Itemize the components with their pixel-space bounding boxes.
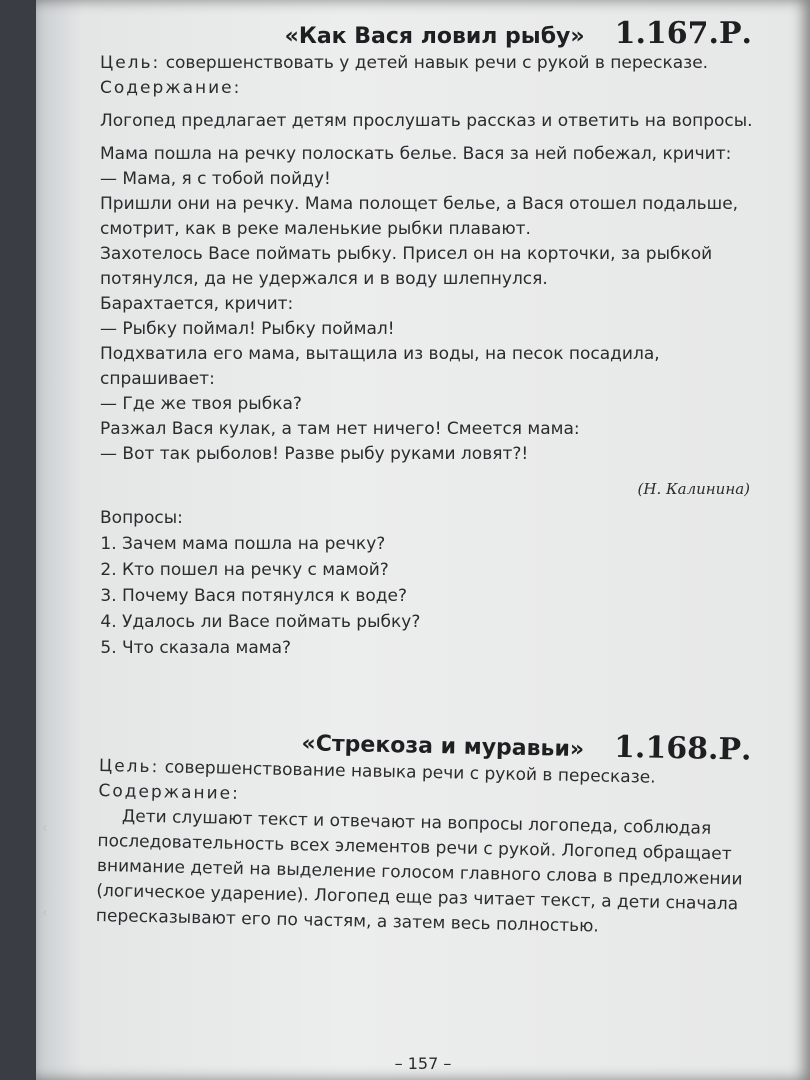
question-item: 1. Зачем мама пошла на речку? xyxy=(122,531,760,557)
page-content xyxy=(95,16,760,937)
exercise-number: 1.168.Р. xyxy=(613,729,752,768)
dialogue-line: — Мама, я с тобой пойду! xyxy=(100,169,331,189)
content-label: Содержание: xyxy=(98,780,241,804)
question-item: 5. Что сказала мама? xyxy=(122,635,760,661)
paragraph: Пришли они на речку. Мама полощет белье, а Вася отошел подальше, смотрит, как в реке маленькие рыбки плавают. xyxy=(100,194,739,239)
paragraph: Захотелось Васе поймать рыбку. Присел он на корточки, за рыбкой потянулся, да не удержался и в воду шлепнулся. xyxy=(100,244,713,289)
question-item: 4. Удалось ли Васе поймать рыбку? xyxy=(122,609,760,635)
page-number: – 157 – xyxy=(394,1054,452,1073)
book-page xyxy=(36,0,810,1080)
page-edge-mark: ‹ xyxy=(42,905,48,921)
second-section xyxy=(96,719,760,943)
section-heading xyxy=(100,16,760,51)
goal-label: Цель: xyxy=(100,53,161,73)
question-item: 3. Почему Вася потянулся к воде? xyxy=(122,583,760,609)
goal-text: совершенствовать у детей навык речи с рукой в пересказе. xyxy=(165,53,709,73)
questions-list xyxy=(100,531,760,661)
story-title: «Стрекоза и муравьи» xyxy=(301,731,585,763)
paragraph: Разжал Вася кулак, а там нет ничего! Смеется мама: xyxy=(100,419,580,439)
page-edge-mark: ‹ xyxy=(42,820,48,836)
questions-label: Вопросы: xyxy=(100,508,183,528)
author-credit: (Н. Калинина) xyxy=(637,480,750,498)
paragraph: Подхватила его мама, вытащила из воды, на песок посадила, спрашивает: xyxy=(100,344,660,389)
paragraph: Барахтается, кричит: xyxy=(100,294,294,314)
exercise-number: 1.167.Р. xyxy=(614,16,752,51)
goal-label: Цель: xyxy=(98,755,160,778)
content-label: Содержание: xyxy=(100,78,242,98)
question-item: 2. Кто пошел на речку с мамой? xyxy=(122,557,760,583)
goal-line xyxy=(100,51,760,76)
dialogue-line: — Вот так рыболов! Разве рыбу руками ловят?! xyxy=(100,444,529,464)
dialogue-line: — Где же твоя рыбка? xyxy=(100,394,302,414)
paragraph: Логопед предлагает детям прослушать рассказ и ответить на вопросы. xyxy=(100,111,753,131)
story-title: «Как Вася ловил рыбу» xyxy=(284,24,585,49)
goal-text: совершенствование навыка речи с рукой в пересказе. xyxy=(164,757,656,788)
dialogue-line: — Рыбку поймал! Рыбку поймал! xyxy=(100,319,395,339)
paragraph: Мама пошла на речку полоскать белье. Вася за ней побежал, кричит: xyxy=(100,144,732,164)
paragraph: Дети слушают текст и отвечают на вопросы логопеда, соблюдая последовательность всех элементов речи с рукой. Логопед обращает внимание детей на выделение голосом главного слова в предложении (логическое ударение). Логопед еще раз читает текст, а дети сначала пересказывают его по частям, а затем весь полностью. xyxy=(95,806,743,937)
